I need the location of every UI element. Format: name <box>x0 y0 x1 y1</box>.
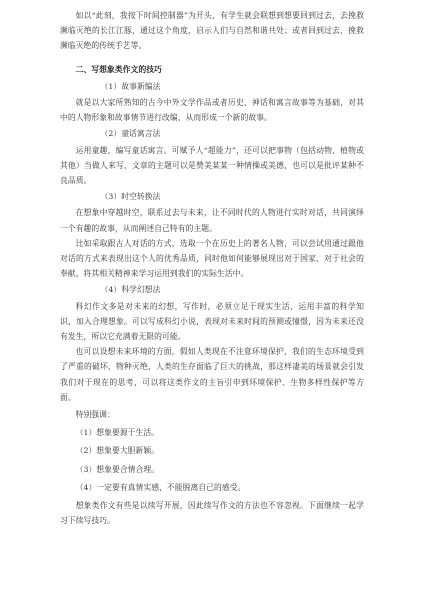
section-heading-techniques: 二、写想象类作文的技巧 <box>75 64 162 74</box>
method-heading-story-rewrite: （1）故事新编法 <box>100 81 161 91</box>
time-shift-paragraph-2: 比如采取跟古人对话的方式，选取一个在历史上的著名人物，可以尝试用通过跟他对话的方式来表现出这个人的优秀品质，同时他如何能够展现出对于国家、对于社会的奉献，将其相关精神来学习运用到我们的实际生活中。 <box>60 238 364 279</box>
note-item-2: （2）想象要大胆新颖。 <box>75 446 160 456</box>
note-item-1: （1）想象要源于生活。 <box>75 428 160 438</box>
note-item-4: （4）一定要有真情实感，不能脱离自己的感受。 <box>75 482 246 492</box>
closing-paragraph: 想象类作文有些是以续写开展，因此续写作文的方法也不容忽视。下面继续一起学习下续写技巧。 <box>60 501 364 526</box>
note-item-3: （3）想象要合情合理。 <box>75 464 160 474</box>
time-shift-paragraph-1: 在想象中穿越时空，联系过去与未来，让不同时代的人物进行实时对话，共同演绎一个有趣的故事，从而阐述自己特有的主题。 <box>60 208 364 233</box>
note-heading: 特别强调： <box>75 410 115 420</box>
method-heading-time-shift: （3）时空转换法 <box>100 192 161 202</box>
sci-fi-paragraph-2: 也可以设想未来环境的方面，假如人类现在不注意环境保护，我们的生态环境受到了严重的破坏，物种灭绝，人类的生存面临了巨大的挑战，那这样凄美的场景就会引发我们对于现在的思考，可以将这类作文的主旨引申到环境保护、生物多样性保护等方面。 <box>60 347 364 402</box>
method-heading-fable: （2）童话寓言法 <box>100 129 161 139</box>
fable-paragraph: 运用童趣，编写童话寓言。可赋予人“超能力”，还可以把事物（包括动物、植物或其他）当做人来写，文章的主题可以是赞美某某一种情操或美德，也可以是批评某种不良品质。 <box>60 145 364 186</box>
story-rewrite-paragraph: 就是以大家所熟知的古今中外文学作品或者历史、神话和寓言故事等为基础，对其中的人物形象和故事情节进行改编，从而形成一个新的故事。 <box>60 98 364 123</box>
spacer <box>60 54 364 58</box>
sci-fi-paragraph-1: 科幻作文多是对未来的幻想，写作时，必须立足于现实生活，运用丰富的科学知识，加入合理想象。可以写成科幻小说，表现对未来时间的预测或憧憬，因为未来还没有发生，所以它充满着无限的可能。 <box>60 301 364 342</box>
intro-paragraph: 如以“此刻，我按下时间控制器”为开头，有学生就会联想到想要回到过去，去挽救濒临灭绝的长江江豚，通过这个角度，启示人们与自然和谐共处；或者回到过去，挽救濒临灭绝的传统手艺等。 <box>60 11 364 51</box>
method-heading-sci-fi: （4）科学幻想法 <box>100 285 161 295</box>
